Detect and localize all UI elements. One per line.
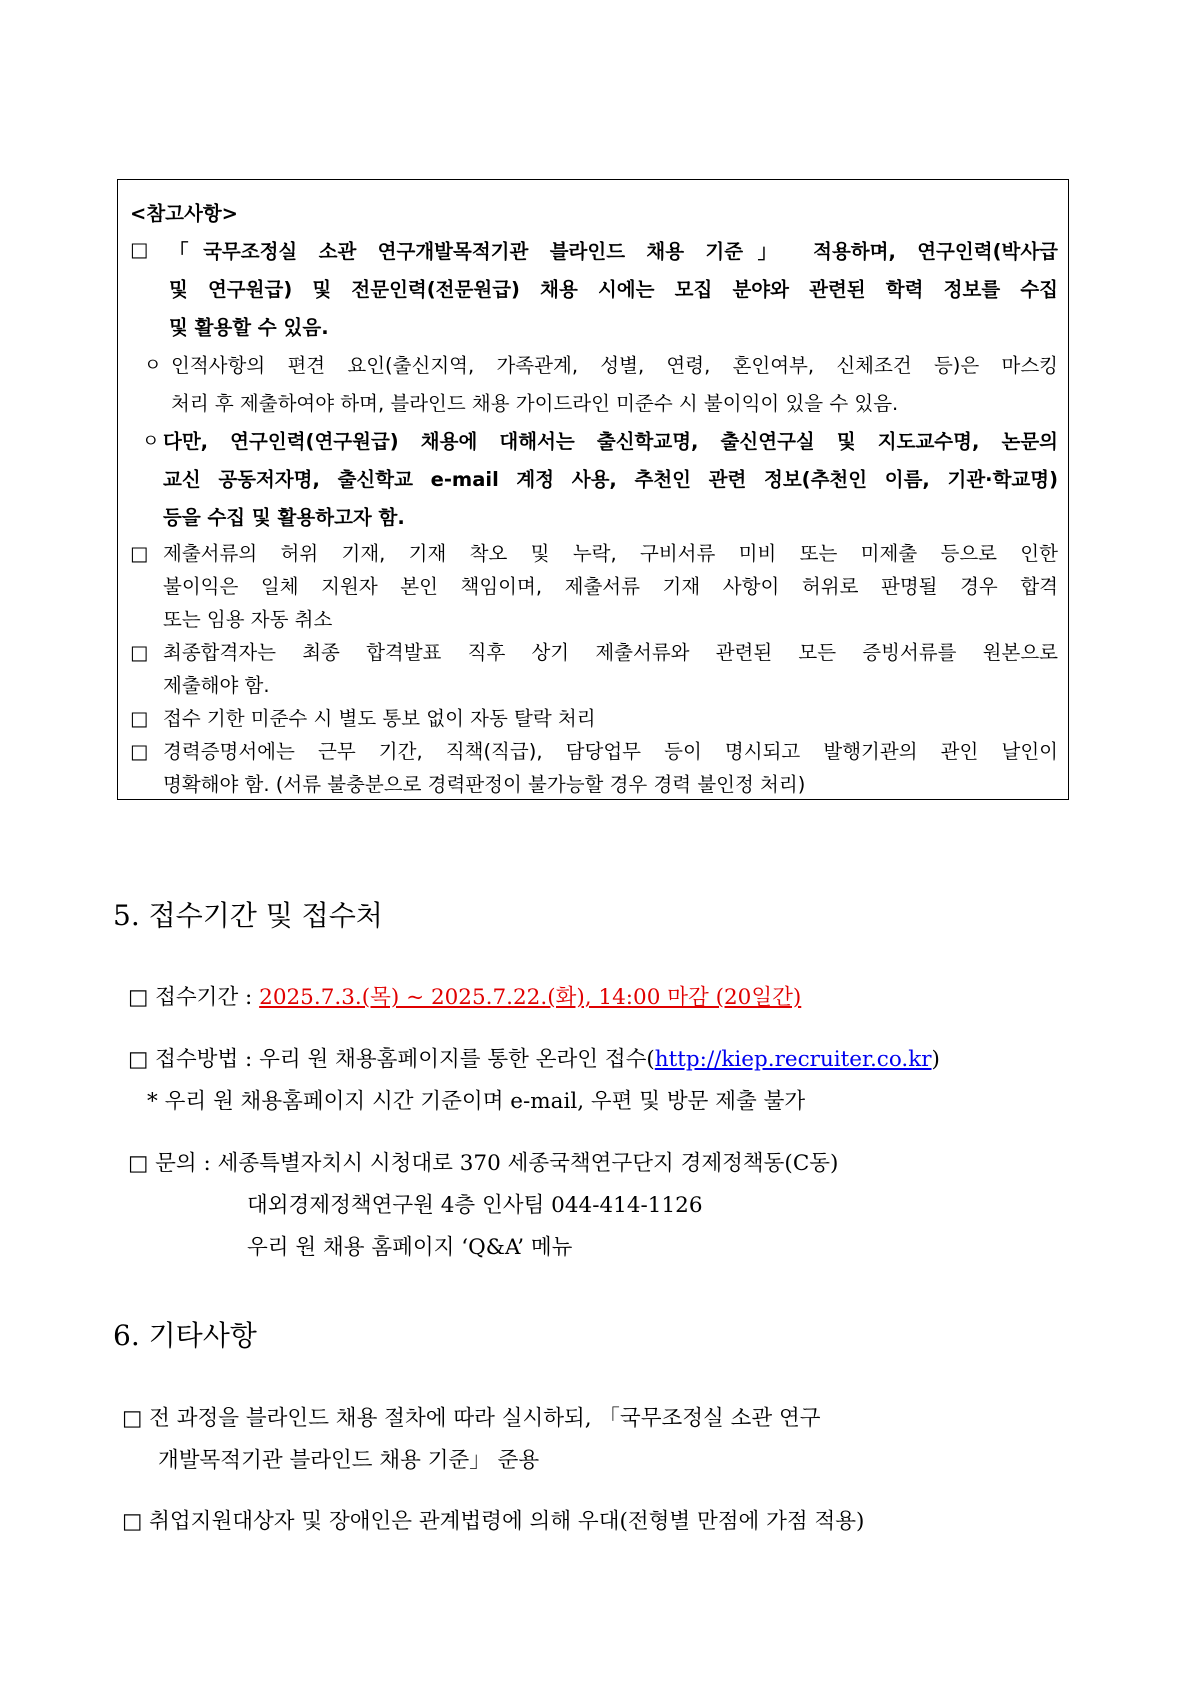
contact-line-2: 대외경제정책연구원 4층 인사팀 044-414-1126 [247, 1193, 703, 1218]
notes-title: <참고사항> [130, 202, 239, 225]
application-period-value: 2025.7.3.(목) ~ 2025.7.22.(화), 14:00 마감 (20일간) [259, 985, 802, 1010]
section-6-heading: 6. 기타사항 [113, 1319, 257, 1352]
bullet-mark: ㅇ [144, 355, 162, 376]
bullet-mark: ㅇ [142, 431, 160, 452]
note-item-deadline: □ 접수 기한 미준수 시 별도 통보 없이 자동 탈락 처리 [130, 702, 1058, 735]
other-item-2: □ 취업지원대상자 및 장애인은 관계법령에 의해 우대(전형별 만점에 가점 적용) [122, 1509, 865, 1534]
section-5-heading: 5. 접수기간 및 접수처 [113, 899, 383, 932]
contact-line-3: 우리 원 채용 홈페이지 ‘Q&A’ 메뉴 [247, 1235, 573, 1260]
other-item-1-line-2: 개발목적기관 블라인드 채용 기준」 준용 [158, 1448, 540, 1473]
recruit-site-link[interactable]: http://kiep.recruiter.co.kr [654, 1047, 932, 1072]
other-item-1-line-1: □ 전 과정을 블라인드 채용 절차에 따라 실시하되, 「국무조정실 소관 연구 [122, 1406, 821, 1431]
note-sub-researcher-exception: ㅇ 다만, 연구인력(연구원급) 채용에 대해서는 출신학교명, 출신연구실 및 지도교수명, 논문의 교신 공동저자명, 출신학교 e-mail 계정 사용, 추천인 관련 정보(추천인 이름, 기관·학교명) 등을 수집 및 활용하고자 함. [130, 423, 1058, 537]
checkbox-mark: □ [130, 707, 149, 730]
note-item-final-documents: □ 최종합격자는 최종 합격발표 직후 상기 제출서류와 관련된 모든 증빙서류를 원본으로 제출해야 함. [130, 636, 1058, 702]
checkbox-mark: □ [130, 641, 149, 664]
application-period [128, 983, 801, 1013]
note-item-blind-criteria: □ 「국무조정실 소관 연구개발목적기관 블라인드 채용 기준」 적용하며, 연구인력(박사급 및 연구원급) 및 전문인력(전문원급) 채용 시에는 모집 분야와 관련된 학력 정보를 수집 및 활용할 수 있음. [130, 233, 1058, 347]
note-sub-masking: ㅇ 인적사항의 편견 요인(출신지역, 가족관계, 성별, 연령, 혼인여부, 신체조건 등)은 마스킹 처리 후 제출하여야 하며, 블라인드 채용 가이드라인 미준수 시 불이익이 있을 수 있음. [130, 347, 1058, 423]
application-period-label: □ 접수기간 : [128, 985, 260, 1010]
application-method: □ 접수방법 : 우리 원 채용홈페이지를 통한 온라인 접수(http://kiep.recruiter.co.kr) [128, 1047, 940, 1072]
contact-line-1: □ 문의 : 세종특별자치시 시청대로 370 세종국책연구단지 경제정책동(C동) [128, 1151, 839, 1176]
reference-notes-box [117, 179, 1069, 800]
checkbox-mark: □ [130, 542, 149, 565]
note-item-career-certificate: □ 경력증명서에는 근무 기간, 직책(직급), 담당업무 등이 명시되고 발행기관의 관인 날인이 명확해야 함. (서류 불충분으로 경력판정이 불가능할 경우 경력 불인정 처리) [130, 735, 1058, 801]
application-method-note: * 우리 원 채용홈페이지 시간 기준이며 e-mail, 우편 및 방문 제출 불가 [147, 1089, 806, 1114]
application-method-label: □ 접수방법 : 우리 원 채용홈페이지를 통한 온라인 접수( [128, 1047, 655, 1072]
checkbox-mark: □ [130, 740, 149, 763]
note-item-false-submission: □ 제출서류의 허위 기재, 기재 착오 및 누락, 구비서류 미비 또는 미제출 등으로 인한 불이익은 일체 지원자 본인 책임이며, 제출서류 기재 사항이 허위로 판명될 경우 합격 또는 임용 자동 취소 [130, 537, 1058, 636]
checkbox-mark: □ [130, 238, 149, 261]
